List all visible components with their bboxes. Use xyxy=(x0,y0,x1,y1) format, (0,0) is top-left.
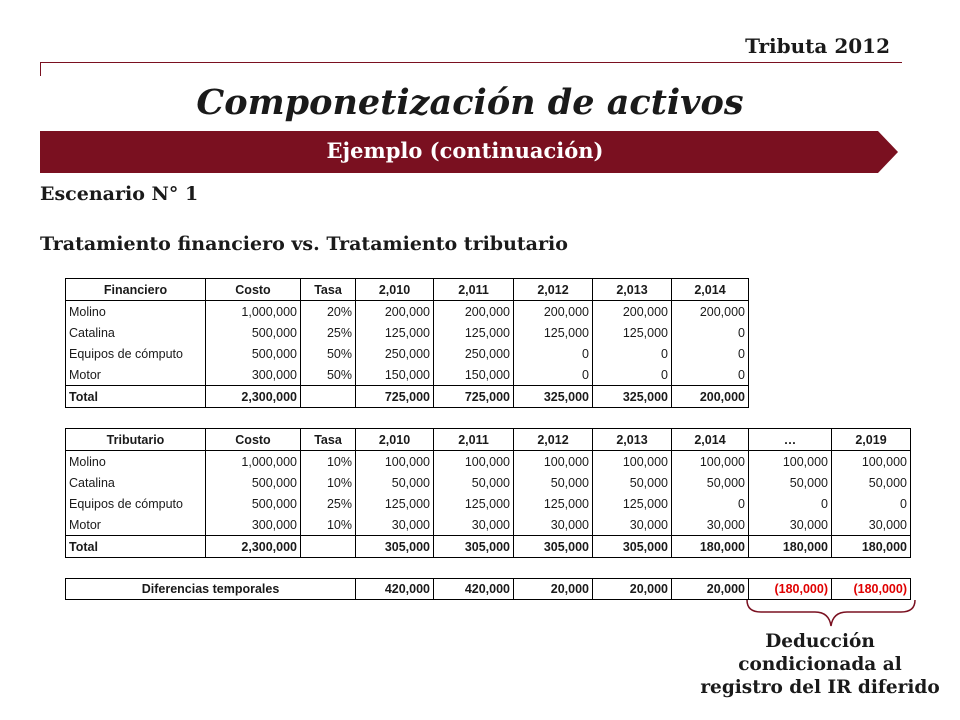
table-cell: 10% xyxy=(301,472,356,493)
financial-header-cell: 2,014 xyxy=(672,279,749,301)
tax-table xyxy=(65,428,911,558)
table-cell: 500,000 xyxy=(206,322,301,343)
table-cell: 125,000 xyxy=(593,322,672,343)
table-cell: 200,000 xyxy=(356,301,434,323)
table-cell: 50% xyxy=(301,364,356,386)
table-cell: 125,000 xyxy=(434,493,514,514)
table-cell: 10% xyxy=(301,514,356,536)
table-cell: Catalina xyxy=(66,472,206,493)
financial-header-cell: 2,012 xyxy=(514,279,593,301)
table-cell: 25% xyxy=(301,322,356,343)
table-cell: 100,000 xyxy=(832,451,911,473)
header-rule-tick xyxy=(40,62,41,76)
table-cell: 0 xyxy=(514,364,593,386)
table-cell: 100,000 xyxy=(749,451,832,473)
tax-header-cell: 2,019 xyxy=(832,429,911,451)
table-cell: 100,000 xyxy=(356,451,434,473)
tax-header-cell: 2,011 xyxy=(434,429,514,451)
table-cell: 100,000 xyxy=(514,451,593,473)
table-cell: 0 xyxy=(672,343,749,364)
table-cell: 300,000 xyxy=(206,514,301,536)
table-cell: 20,000 xyxy=(672,579,749,600)
table-cell: 0 xyxy=(593,343,672,364)
table-cell: 50,000 xyxy=(672,472,749,493)
table-cell: 150,000 xyxy=(356,364,434,386)
header-rule xyxy=(40,62,902,63)
table-cell: 500,000 xyxy=(206,472,301,493)
table-cell: 0 xyxy=(832,493,911,514)
financial-header-cell: Financiero xyxy=(66,279,206,301)
table-cell: 50,000 xyxy=(749,472,832,493)
table-cell: 2,300,000 xyxy=(206,536,301,558)
financial-header-cell: 2,011 xyxy=(434,279,514,301)
table-row xyxy=(66,364,749,386)
table-cell: 0 xyxy=(672,493,749,514)
banner-title: Ejemplo (continuación) xyxy=(326,138,604,163)
table-cell: 30,000 xyxy=(832,514,911,536)
table-cell: 30,000 xyxy=(514,514,593,536)
table-cell: 2,300,000 xyxy=(206,386,301,408)
table-cell: 50,000 xyxy=(593,472,672,493)
table-cell: 305,000 xyxy=(514,536,593,558)
tax-header-cell: 2,014 xyxy=(672,429,749,451)
table-cell: 0 xyxy=(749,493,832,514)
tax-header-cell: Tributario xyxy=(66,429,206,451)
table-cell: 30,000 xyxy=(356,514,434,536)
table-cell: 50,000 xyxy=(832,472,911,493)
note-line: condicionada al xyxy=(738,654,902,675)
negative-difference-cell: (180,000) xyxy=(749,579,832,600)
table-cell: 325,000 xyxy=(593,386,672,408)
page-title: Componetización de activos xyxy=(196,82,744,123)
table-cell: 50,000 xyxy=(434,472,514,493)
table-cell: Molino xyxy=(66,301,206,323)
table-cell: 30,000 xyxy=(749,514,832,536)
table-row xyxy=(66,451,911,473)
table-cell: 200,000 xyxy=(672,301,749,323)
table-cell: 725,000 xyxy=(356,386,434,408)
note-line: registro del IR diferido xyxy=(700,677,940,698)
comparison-heading: Tratamiento financiero vs. Tratamiento tributario xyxy=(40,233,568,255)
tax-header-cell: 2,010 xyxy=(356,429,434,451)
table-cell: 250,000 xyxy=(434,343,514,364)
table-cell: 30,000 xyxy=(434,514,514,536)
table-cell: 0 xyxy=(672,322,749,343)
table-cell: 30,000 xyxy=(672,514,749,536)
table-cell: 200,000 xyxy=(672,386,749,408)
table-cell: 50,000 xyxy=(514,472,593,493)
table-cell: 1,000,000 xyxy=(206,301,301,323)
table-cell: 300,000 xyxy=(206,364,301,386)
note-line: Deducción xyxy=(765,631,875,652)
table-cell: Total xyxy=(66,386,206,408)
table-cell: 125,000 xyxy=(514,322,593,343)
table-row xyxy=(66,493,911,514)
financial-header-cell: 2,010 xyxy=(356,279,434,301)
brand-label: Tributa 2012 xyxy=(745,34,890,58)
table-cell: 25% xyxy=(301,493,356,514)
table-cell: 100,000 xyxy=(593,451,672,473)
table-row xyxy=(66,322,749,343)
scenario-heading: Escenario N° 1 xyxy=(40,183,199,205)
table-cell: 100,000 xyxy=(672,451,749,473)
financial-table xyxy=(65,278,749,408)
table-cell: 420,000 xyxy=(356,579,434,600)
deferred-tax-note xyxy=(686,630,954,699)
table-cell: 20% xyxy=(301,301,356,323)
financial-header-cell: Costo xyxy=(206,279,301,301)
table-cell: 0 xyxy=(593,364,672,386)
table-cell: 50,000 xyxy=(356,472,434,493)
tax-header-cell: 2,012 xyxy=(514,429,593,451)
table-cell: 20,000 xyxy=(593,579,672,600)
table-row xyxy=(66,343,749,364)
table-cell: 125,000 xyxy=(356,322,434,343)
table-cell: Molino xyxy=(66,451,206,473)
table-row xyxy=(66,514,911,536)
table-cell: Catalina xyxy=(66,322,206,343)
table-row xyxy=(66,301,749,323)
table-cell: 250,000 xyxy=(356,343,434,364)
table-cell: 100,000 xyxy=(434,451,514,473)
table-cell: 200,000 xyxy=(514,301,593,323)
table-cell: Motor xyxy=(66,364,206,386)
table-cell: 305,000 xyxy=(593,536,672,558)
table-cell: 0 xyxy=(514,343,593,364)
table-cell: 125,000 xyxy=(593,493,672,514)
table-cell: 305,000 xyxy=(356,536,434,558)
table-cell xyxy=(301,536,356,558)
table-cell: 30,000 xyxy=(593,514,672,536)
financial-header-cell: 2,013 xyxy=(593,279,672,301)
table-cell: 420,000 xyxy=(434,579,514,600)
table-cell: 125,000 xyxy=(434,322,514,343)
table-cell: 0 xyxy=(672,364,749,386)
table-cell xyxy=(301,386,356,408)
table-cell: 150,000 xyxy=(434,364,514,386)
tax-total-row xyxy=(66,536,911,558)
table-cell: 325,000 xyxy=(514,386,593,408)
differences-row xyxy=(66,579,911,600)
table-cell: 725,000 xyxy=(434,386,514,408)
table-cell: 200,000 xyxy=(593,301,672,323)
table-cell: 50% xyxy=(301,343,356,364)
tax-header-cell: Costo xyxy=(206,429,301,451)
table-cell: 500,000 xyxy=(206,343,301,364)
table-cell: 500,000 xyxy=(206,493,301,514)
tax-header-cell: … xyxy=(749,429,832,451)
table-cell: 125,000 xyxy=(356,493,434,514)
table-cell: Equipos de cómputo xyxy=(66,493,206,514)
temporary-differences-table xyxy=(65,578,911,600)
table-cell: 180,000 xyxy=(749,536,832,558)
table-cell: Motor xyxy=(66,514,206,536)
table-cell: 200,000 xyxy=(434,301,514,323)
table-cell: Equipos de cómputo xyxy=(66,343,206,364)
curly-brace-icon xyxy=(745,598,917,630)
table-cell: 1,000,000 xyxy=(206,451,301,473)
table-cell: 20,000 xyxy=(514,579,593,600)
tax-header-row xyxy=(66,429,911,451)
table-cell: 10% xyxy=(301,451,356,473)
table-cell: 305,000 xyxy=(434,536,514,558)
table-cell: 125,000 xyxy=(514,493,593,514)
table-cell: 180,000 xyxy=(672,536,749,558)
financial-header-row xyxy=(66,279,749,301)
differences-label: Diferencias temporales xyxy=(66,579,356,600)
tax-header-cell: Tasa xyxy=(301,429,356,451)
table-cell: 180,000 xyxy=(832,536,911,558)
negative-difference-cell: (180,000) xyxy=(832,579,911,600)
tax-header-cell: 2,013 xyxy=(593,429,672,451)
table-row xyxy=(66,472,911,493)
financial-total-row xyxy=(66,386,749,408)
table-cell: Total xyxy=(66,536,206,558)
financial-header-cell: Tasa xyxy=(301,279,356,301)
